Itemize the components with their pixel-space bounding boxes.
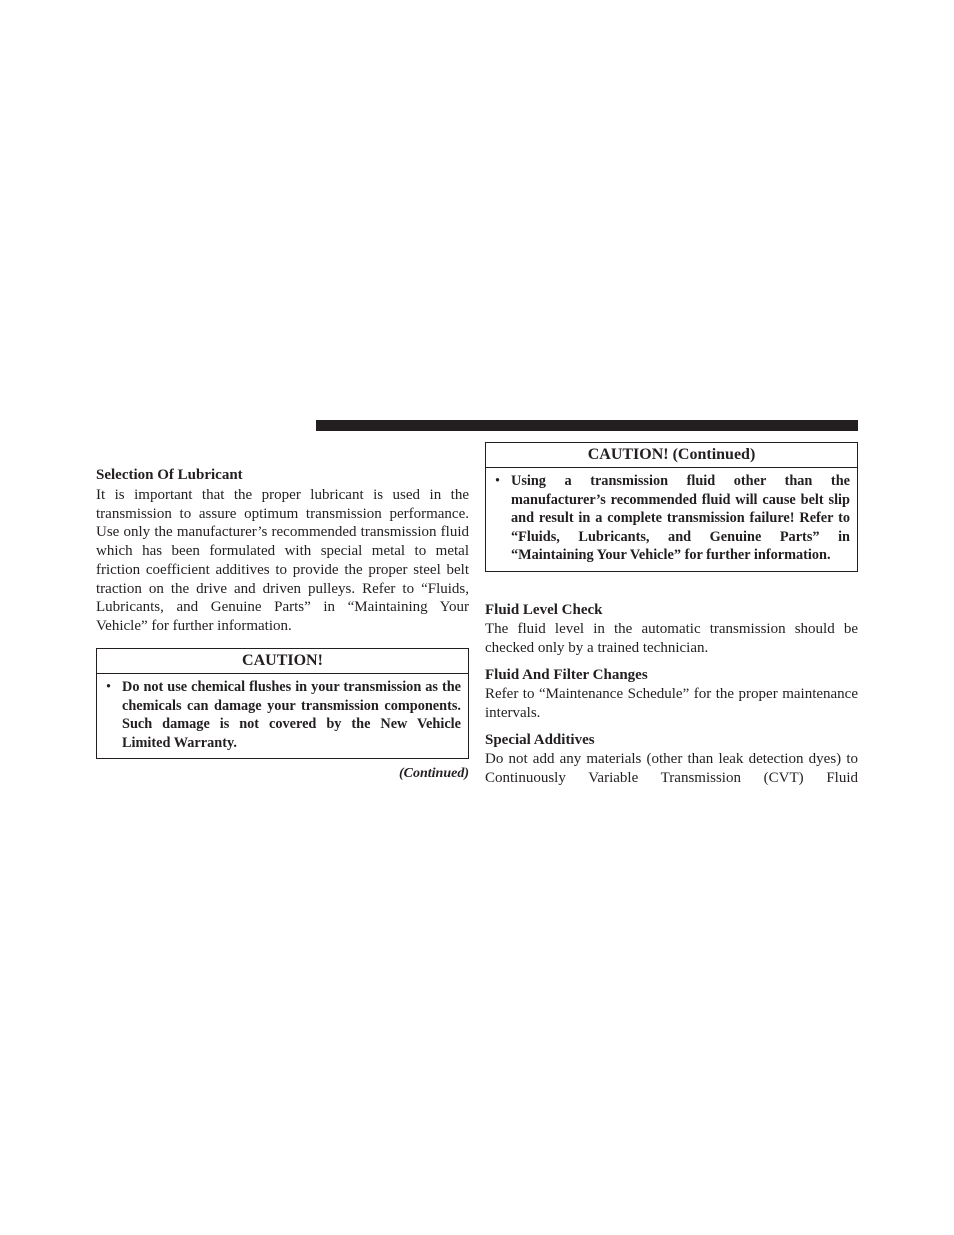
special-additives-heading: Special Additives: [485, 732, 595, 748]
bullet: •: [495, 473, 501, 489]
header-rule: [316, 420, 858, 431]
selection-of-lubricant-heading: Selection Of Lubricant: [96, 467, 243, 483]
continued-label: (Continued): [398, 766, 469, 781]
special-additives-text: Do not add any materials (other than leak detection dyes) to Continuously Variable Transmission (CVT) Fluid: [485, 751, 858, 786]
caution-item: [97, 674, 468, 758]
fluid-and-filter-changes-text: Refer to “Maintenance Schedule” for the proper maintenance intervals.: [485, 686, 858, 721]
caution-continued-text: Using a transmission fluid other than the manufacturer’s recommended fluid will cause belt slip and result in a complete transmission failure! Refer to “Fluids, Lubricants, and Genuine Parts” in “Maintaining Your Vehicle” for further information.: [511, 473, 850, 564]
lubricant-paragraph: It is important that the proper lubricant is used in the transmission to assure optimum transmission performance. Use only the manufacturer’s recommended transmission fluid which has been formulated with special metal to metal friction coefficient additives to provide the proper steel belt traction on the drive and driven pulleys. Refer to “Fluids, Lubricants, and Genuine Parts” in “Maintaining Your Vehicle” for further information.: [96, 487, 469, 634]
caution-continued-title: CAUTION! (Continued): [486, 443, 857, 468]
caution-continued-box: [485, 442, 858, 572]
fluid-and-filter-changes-heading: Fluid And Filter Changes: [485, 667, 648, 683]
fluid-level-check-text: The fluid level in the automatic transmission should be checked only by a trained technician.: [485, 621, 858, 656]
caution-title: CAUTION!: [97, 649, 468, 674]
bullet: •: [106, 679, 112, 695]
fluid-level-check-heading: Fluid Level Check: [485, 602, 603, 618]
caution-text: Do not use chemical flushes in your transmission as the chemicals can damage your transmission components. Such damage is not covered by the New Vehicle Limited Warranty.: [122, 679, 461, 751]
caution-continued-item: [486, 468, 857, 571]
caution-box: [96, 648, 469, 759]
